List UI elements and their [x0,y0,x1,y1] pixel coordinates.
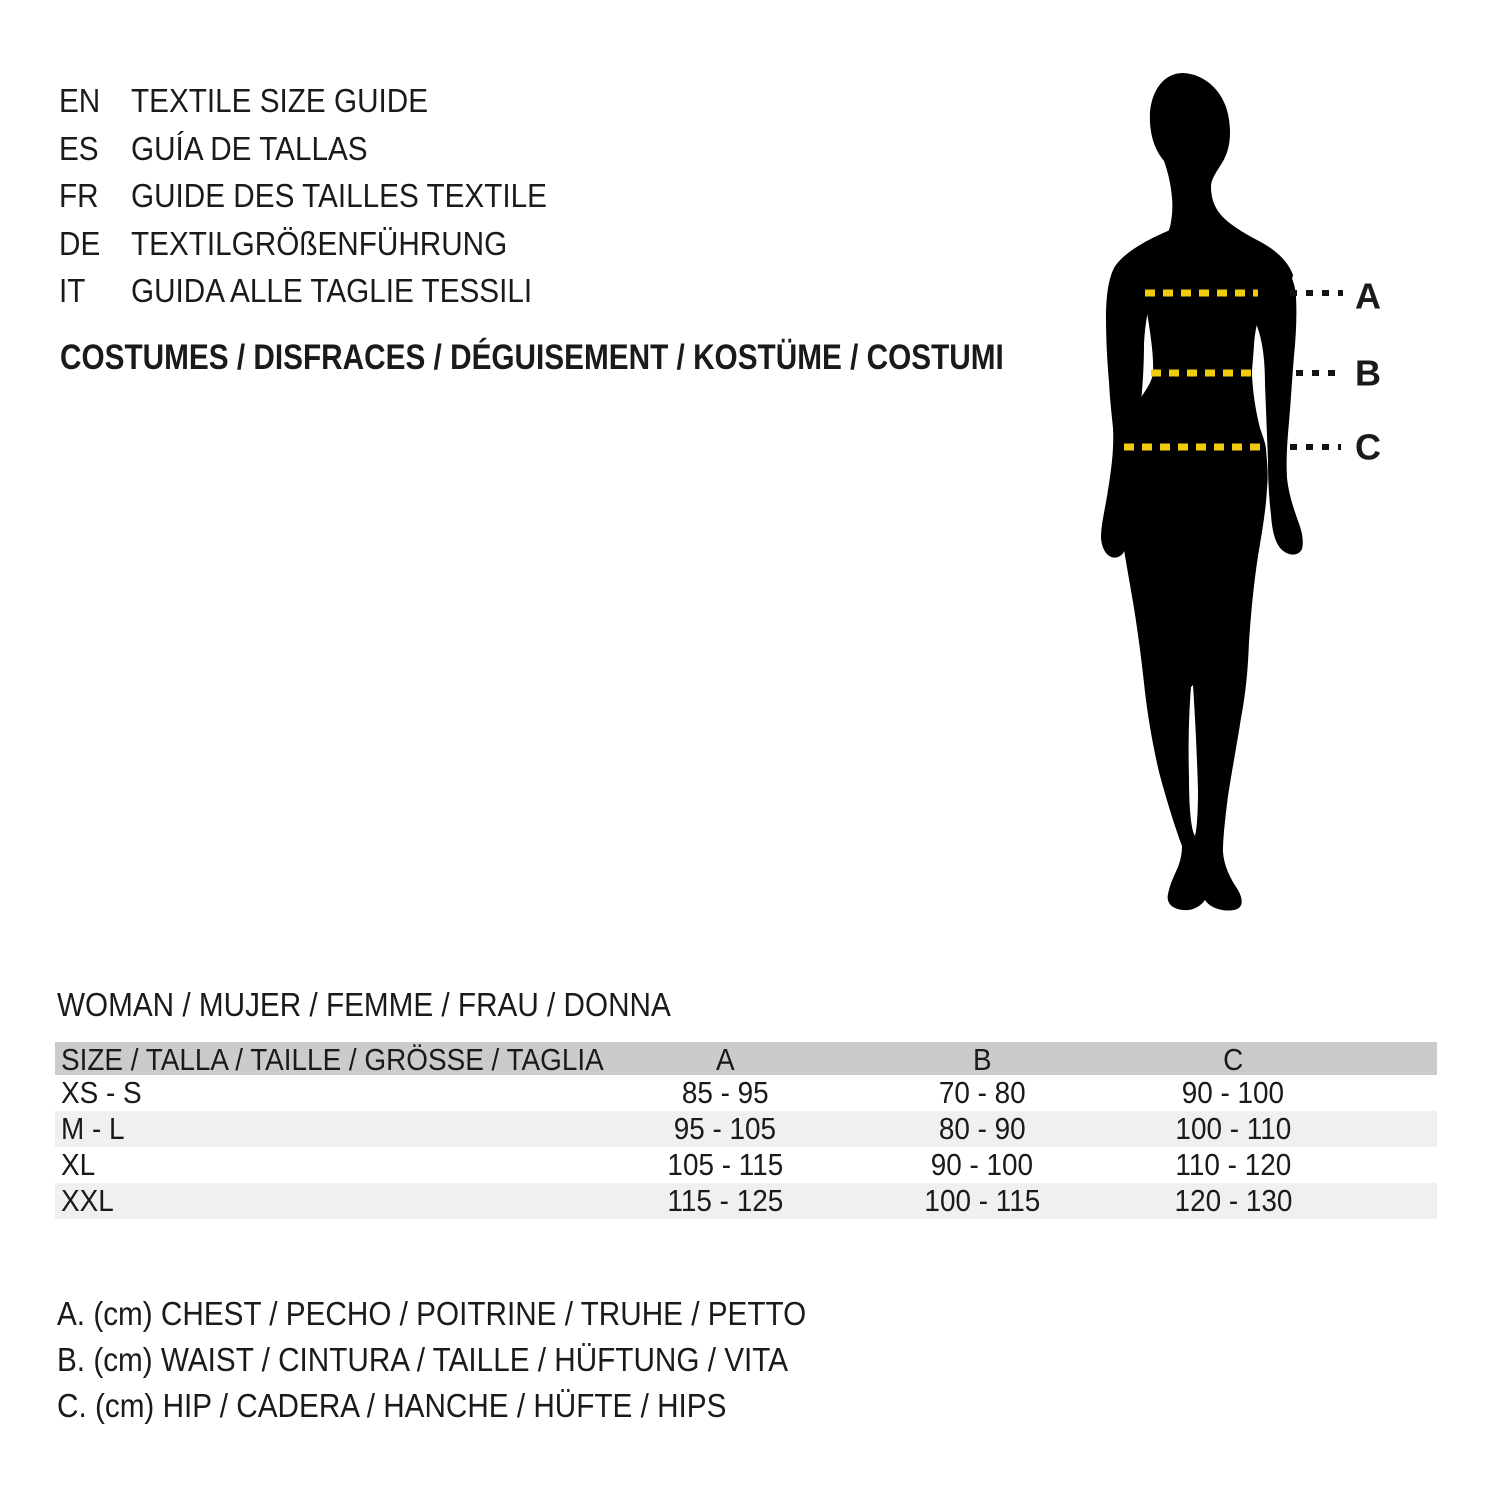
language-row-es [59,129,593,177]
language-label: GUIDA ALLE TAGLIE TESSILI [131,272,533,309]
table-row [55,1147,1437,1183]
measurement-legend [57,1294,889,1432]
language-label: GUÍA DE TALLAS [131,129,368,167]
language-row-it [59,271,593,319]
header-col-b: B [972,1042,992,1077]
language-code: ES [59,129,99,167]
table-row [55,1075,1437,1111]
waist-range-cell: 100 - 115 [924,1183,1040,1218]
waist-range-cell: 80 - 90 [938,1111,1026,1146]
language-code: IT [59,272,86,309]
language-row-en [59,81,593,129]
language-label: TEXTILGRÖßENFÜHRUNG [131,224,508,262]
chest-range-cell: 105 - 115 [667,1147,783,1182]
body-silhouette-figure [1060,60,1400,960]
language-list [59,81,593,319]
table-header-row [55,1042,1437,1075]
category-heading: COSTUMES / DISFRACES / DÉGUISEMENT / KOSTÜME / COSTUMI [60,338,1004,377]
section-title-woman: WOMAN / MUJER / FEMME / FRAU / DONNA [57,986,671,1023]
chest-range-cell: 85 - 95 [681,1075,769,1110]
legend-line-hip: C. (cm) HIP / CADERA / HANCHE / HÜFTE / HIPS [57,1387,727,1424]
legend-line-chest: A. (cm) CHEST / PECHO / POITRINE / TRUHE / PETTO [57,1295,807,1332]
size-cell: XXL [61,1183,114,1218]
hip-range-cell: 90 - 100 [1181,1075,1285,1110]
waist-label-b: B [1355,352,1381,394]
hip-label-c: C [1355,426,1381,468]
header-col-c: C [1222,1042,1244,1077]
body-silhouette [1118,73,1293,911]
header-size-cell: SIZE / TALLA / TAILLE / GRÖSSE / TAGLIA [61,1042,604,1077]
hip-range-cell: 110 - 120 [1175,1147,1291,1182]
chest-range-cell: 115 - 125 [667,1183,783,1218]
waist-range-cell: 70 - 80 [938,1075,1026,1110]
language-row-de [59,224,593,272]
table-row [55,1183,1437,1219]
language-code: FR [59,177,99,214]
size-table [55,1042,1437,1219]
chest-range-cell: 95 - 105 [673,1111,777,1146]
language-row-fr [59,176,593,224]
waist-range-cell: 90 - 100 [930,1147,1034,1182]
figure-area [1060,60,1400,960]
table-row [55,1111,1437,1147]
size-cell: M - L [61,1111,125,1146]
header-col-a: A [715,1042,735,1077]
hip-range-cell: 120 - 130 [1174,1183,1292,1218]
language-label: TEXTILE SIZE GUIDE [131,82,429,119]
size-cell: XS - S [61,1075,142,1110]
language-code: DE [59,224,101,262]
language-label: GUIDE DES TAILLES TEXTILE [131,177,547,214]
size-cell: XL [61,1147,96,1182]
chest-label-a: A [1355,275,1381,317]
hip-range-cell: 100 - 110 [1175,1111,1291,1146]
language-code: EN [59,82,101,119]
legend-line-waist: B. (cm) WAIST / CINTURA / TAILLE / HÜFTUNG / VITA [57,1341,789,1378]
